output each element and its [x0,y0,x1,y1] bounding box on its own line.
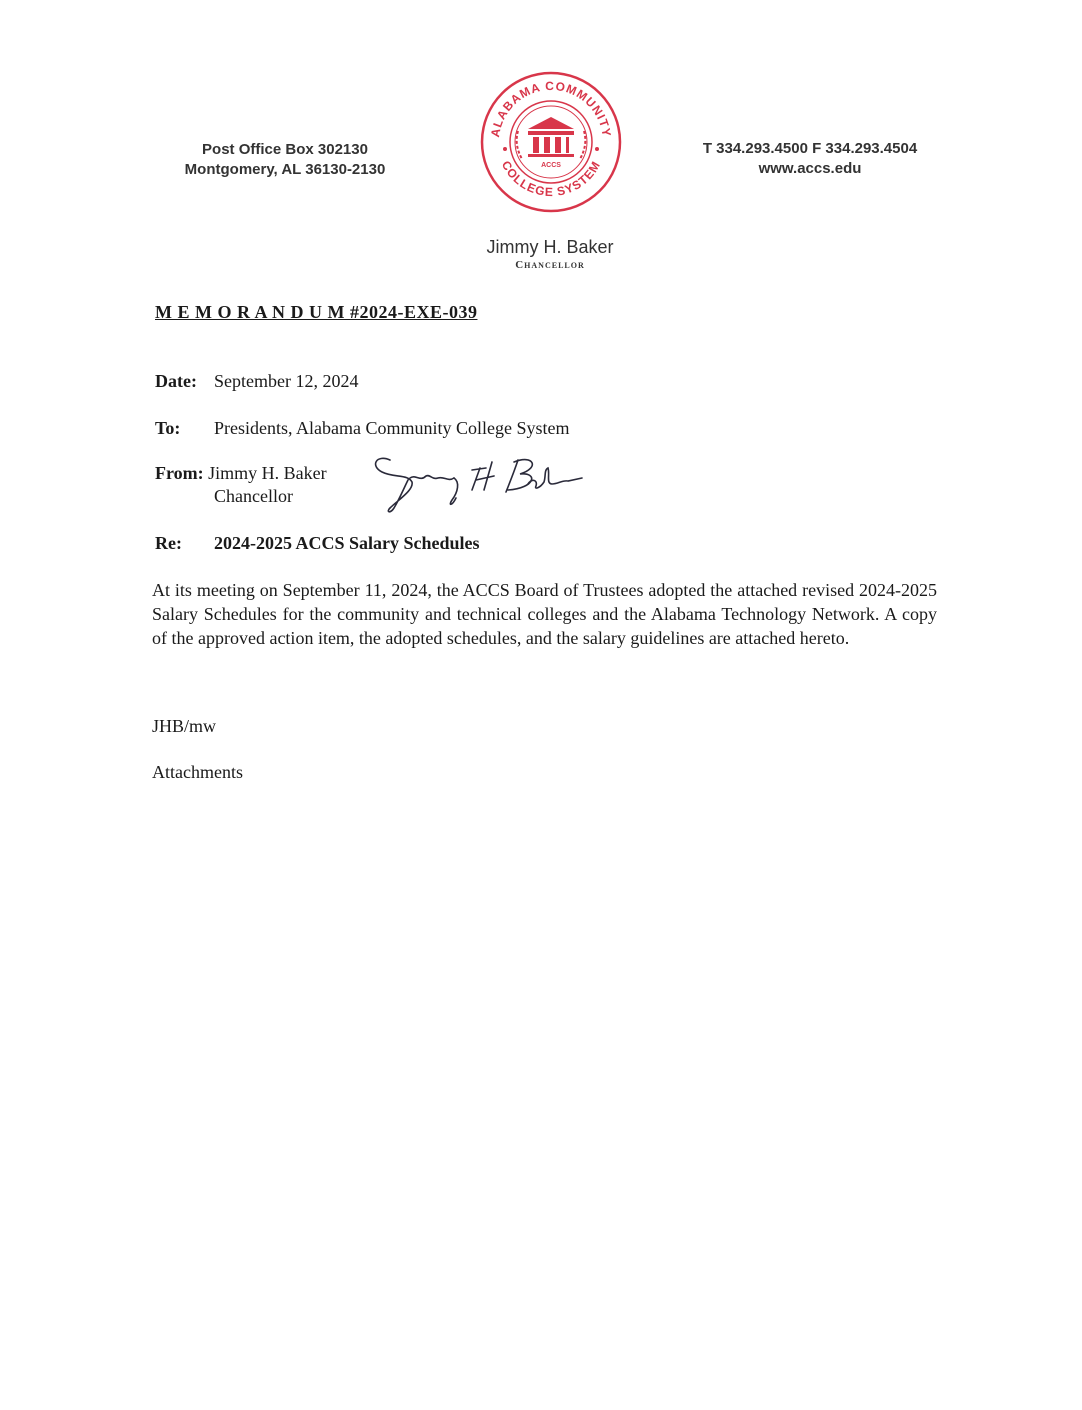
address-line-1: Post Office Box 302130 [202,141,368,158]
re-row [155,532,480,554]
from-label: From: [155,463,204,483]
memo-body: At its meeting on September 11, 2024, the ACCS Board of Trustees adopted the attached revised 2024-2025 Salary Schedules for the community and technical colleges and the Alabama Technology Network. A copy of the approved action item, the adopted schedules, and the salary guidelines are attached hereto. [152,580,937,648]
from-name: Jimmy H. Baker [208,463,327,483]
date-label: Date: [155,371,197,391]
from-row [155,462,327,508]
to-row [155,417,569,439]
re-label: Re: [155,533,182,553]
chancellor-title: Chancellor [515,259,585,271]
phone-fax-line: T 334.293.4500 F 334.293.4504 [702,140,918,157]
handwritten-signature [368,448,588,518]
chancellor-heading [450,236,650,272]
website-link[interactable]: www.accs.edu [758,160,862,177]
address-line-2: Montgomery, AL 36130-2130 [184,161,386,178]
mailing-address [150,140,420,180]
from-title: Chancellor [214,486,293,506]
svg-text:ACCS: ACCS [541,162,561,169]
date-row [155,370,358,392]
to-label: To: [155,418,181,438]
contact-info [665,139,955,179]
date-value: September 12, 2024 [214,371,359,391]
chancellor-name: Jimmy H. Baker [486,237,614,257]
attachments-note: Attachments [152,762,243,782]
accs-seal-logo [480,71,622,213]
svg-text:ALABAMA COMMUNITY: ALABAMA COMMUNITY [488,78,614,139]
to-value: Presidents, Alabama Community College System [214,418,570,438]
typist-initials: JHB/mw [152,716,217,736]
svg-text:COLLEGE SYSTEM: COLLEGE SYSTEM [498,158,604,200]
memo-title: M E M O R A N D U M #2024-EXE-039 [155,302,478,322]
re-value: 2024-2025 ACCS Salary Schedules [214,533,480,553]
